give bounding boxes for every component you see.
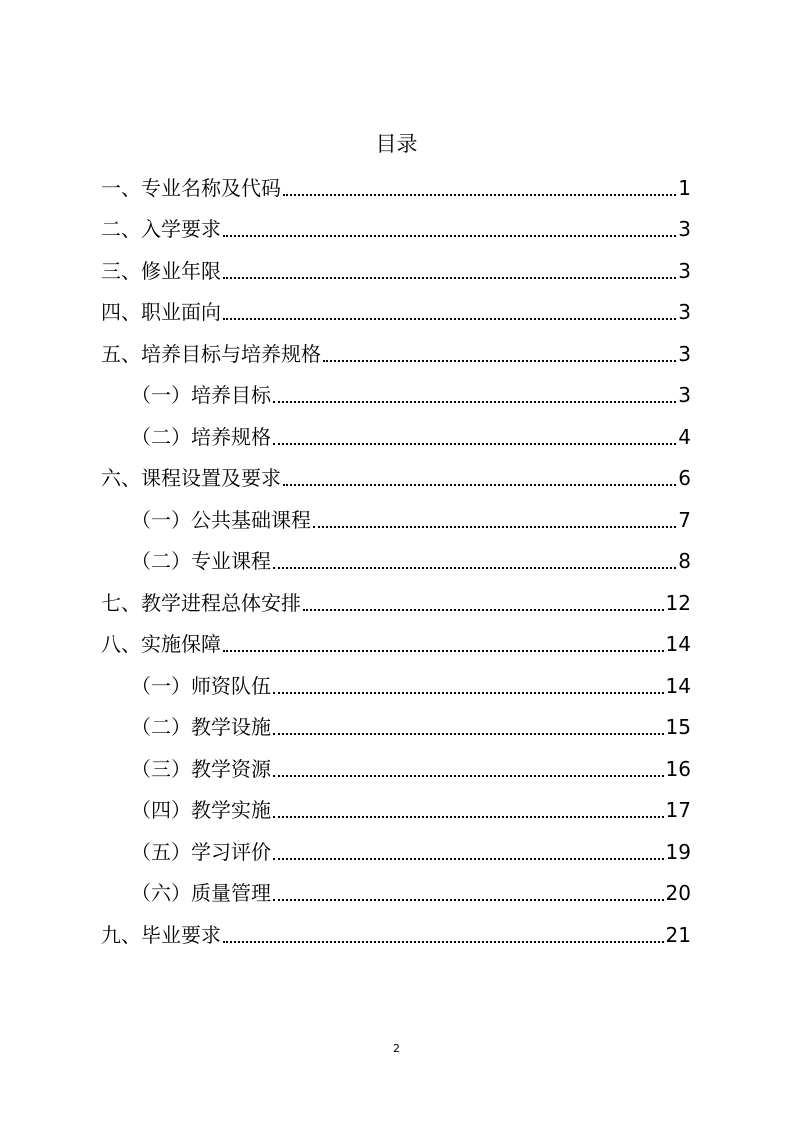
toc-subentry[interactable] [101, 540, 691, 582]
toc-entry-page: 20 [665, 881, 691, 905]
toc-entry-page: 4 [678, 424, 691, 449]
toc-entry-label: （二）教学设施 [131, 715, 271, 739]
toc-leader-dots [273, 816, 664, 818]
toc-leader-dots [223, 277, 676, 279]
toc-subentry[interactable] [101, 706, 691, 748]
page-number: 2 [393, 1042, 400, 1055]
toc-entry-page: 3 [678, 300, 691, 324]
toc-entry-page: 12 [665, 590, 691, 615]
toc-entry-page: 7 [678, 507, 691, 532]
toc-subentry[interactable] [101, 498, 691, 540]
toc-entry-page: 17 [665, 798, 691, 822]
toc-leader-dots [223, 235, 676, 237]
toc-leader-dots [283, 484, 676, 486]
toc-entry[interactable] [101, 623, 691, 665]
toc-entry-page: 3 [678, 383, 691, 407]
toc-entry[interactable] [101, 166, 691, 208]
toc-entry-label: 四、职业面向 [101, 300, 221, 324]
toc-entry-label: （二）专业课程 [131, 549, 271, 573]
toc-leader-dots [273, 401, 676, 403]
toc-entry-label: （三）教学资源 [131, 756, 271, 781]
toc-subentry[interactable] [101, 747, 691, 789]
toc-entry[interactable] [101, 457, 691, 499]
toc-entry-label: 七、教学进程总体安排 [101, 590, 301, 615]
toc-list [101, 166, 691, 955]
toc-entry-label: 二、入学要求 [101, 217, 221, 241]
toc-leader-dots [273, 443, 676, 445]
toc-leader-dots [323, 360, 676, 362]
toc-entry-page: 14 [665, 673, 691, 698]
toc-title: 目录 [375, 132, 418, 156]
toc-entry-page: 1 [678, 175, 691, 200]
toc-entry-label: （四）教学实施 [131, 798, 271, 822]
toc-leader-dots [223, 650, 664, 652]
toc-entry-label: 一、专业名称及代码 [101, 175, 281, 200]
toc-entry[interactable] [101, 913, 691, 955]
toc-entry-page: 14 [665, 632, 691, 656]
toc-entry[interactable] [101, 291, 691, 333]
toc-leader-dots [303, 609, 664, 611]
toc-entry-label: （二）培养规格 [131, 424, 271, 449]
toc-entry-label: 九、毕业要求 [101, 922, 221, 947]
toc-subentry[interactable] [101, 830, 691, 872]
toc-subentry[interactable] [101, 789, 691, 831]
toc-entry-label: 三、修业年限 [101, 258, 221, 283]
toc-entry-page: 21 [665, 922, 691, 947]
toc-entry[interactable] [101, 249, 691, 291]
toc-entry-label: （五）学习评价 [131, 839, 271, 864]
toc-entry-label: （一）师资队伍 [131, 673, 271, 698]
toc-leader-dots [313, 526, 676, 528]
toc-leader-dots [283, 194, 676, 196]
toc-entry-page: 19 [665, 839, 691, 864]
toc-entry[interactable] [101, 581, 691, 623]
toc-entry-label: 五、培养目标与培养规格 [101, 341, 321, 366]
toc-entry-label: 六、课程设置及要求 [101, 466, 281, 490]
toc-entry-page: 3 [678, 258, 691, 283]
toc-entry[interactable] [101, 208, 691, 250]
toc-subentry[interactable] [101, 374, 691, 416]
toc-entry-page: 6 [678, 466, 691, 490]
toc-subentry[interactable] [101, 415, 691, 457]
toc-entry-label: （一）培养目标 [131, 383, 271, 407]
toc-entry-page: 8 [678, 549, 691, 573]
toc-leader-dots [223, 941, 664, 943]
toc-leader-dots [273, 567, 676, 569]
toc-subentry[interactable] [101, 664, 691, 706]
toc-leader-dots [273, 858, 664, 860]
toc-entry[interactable] [101, 332, 691, 374]
toc-entry-page: 15 [665, 715, 691, 739]
toc-leader-dots [273, 899, 664, 901]
toc-subentry[interactable] [101, 872, 691, 914]
toc-leader-dots [223, 318, 676, 320]
toc-leader-dots [273, 692, 664, 694]
toc-entry-label: （六）质量管理 [131, 881, 271, 905]
toc-entry-page: 3 [678, 341, 691, 366]
toc-entry-label: （一）公共基础课程 [131, 507, 311, 532]
toc-leader-dots [273, 775, 664, 777]
toc-entry-label: 八、实施保障 [101, 632, 221, 656]
toc-leader-dots [273, 733, 664, 735]
toc-entry-page: 16 [665, 756, 691, 781]
toc-entry-page: 3 [678, 217, 691, 241]
